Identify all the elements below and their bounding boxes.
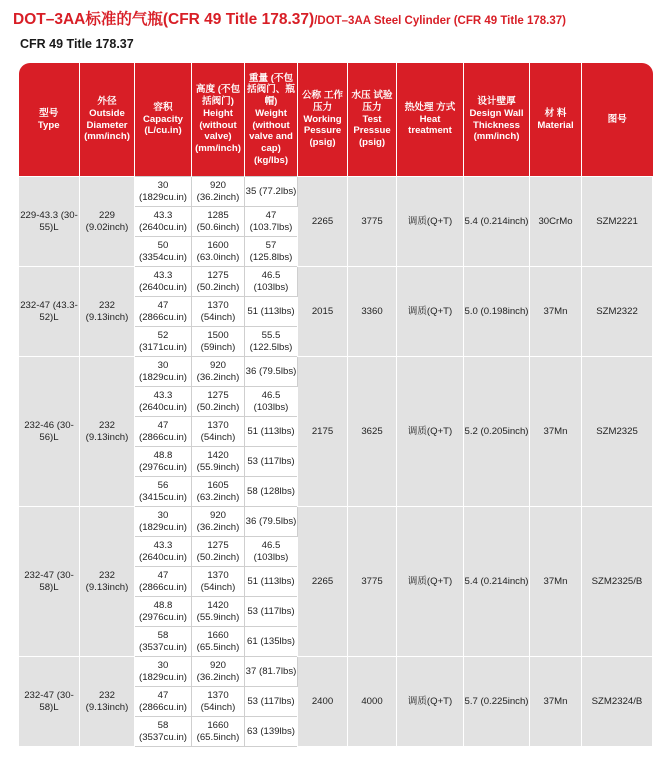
weight-cell: 61 (135lbs) <box>245 627 298 657</box>
capacity-cell: 48.8 (2976cu.in) <box>135 597 192 627</box>
column-header-cn: 型号 <box>39 107 59 119</box>
column-header-en: Working Pessure (psig) <box>303 113 342 149</box>
height-cell: 1285 (50.6inch) <box>192 207 245 237</box>
test-pressure-cell: 3360 <box>348 267 397 357</box>
capacity-cell: 58 (3537cu.in) <box>135 717 192 747</box>
working-pressure-cell: 2400 <box>298 657 348 747</box>
capacity-cell: 30 (1829cu.in) <box>135 357 192 387</box>
table-row <box>19 657 653 687</box>
drawing-number-cell: SZM2325 <box>582 357 653 507</box>
capacity-cell: 56 (3415cu.in) <box>135 477 192 507</box>
capacity-cell: 30 (1829cu.in) <box>135 177 192 207</box>
capacity-cell: 47 (2866cu.in) <box>135 567 192 597</box>
column-header <box>530 63 582 177</box>
weight-cell: 51 (113lbs) <box>245 417 298 447</box>
type-cell: 229-43.3 (30-55)L <box>19 177 80 267</box>
wall-thickness-cell: 5.4 (0.214inch) <box>464 177 530 267</box>
column-header <box>582 63 653 177</box>
table-row <box>19 507 653 537</box>
capacity-cell: 48.8 (2976cu.in) <box>135 447 192 477</box>
drawing-number-cell: SZM2221 <box>582 177 653 267</box>
column-header <box>298 63 348 177</box>
test-pressure-cell: 3775 <box>348 177 397 267</box>
column-header-en: Outside Diameter (mm/inch) <box>84 107 130 143</box>
capacity-cell: 43.3 (2640cu.in) <box>135 267 192 297</box>
weight-cell: 46.5 (103lbs) <box>245 387 298 417</box>
weight-cell: 53 (117lbs) <box>245 447 298 477</box>
type-cell: 232-46 (30-56)L <box>19 357 80 507</box>
heat-treatment-cell: 调质(Q+T) <box>397 357 464 507</box>
weight-cell: 46.5 (103lbs) <box>245 537 298 567</box>
weight-cell: 46.5 (103lbs) <box>245 267 298 297</box>
height-cell: 1370 (54inch) <box>192 687 245 717</box>
heat-treatment-cell: 调质(Q+T) <box>397 177 464 267</box>
weight-cell: 47 (103.7lbs) <box>245 207 298 237</box>
height-cell: 920 (36.2inch) <box>192 357 245 387</box>
material-cell: 37Mn <box>530 657 582 747</box>
capacity-cell: 43.3 (2640cu.in) <box>135 537 192 567</box>
capacity-cell: 43.3 (2640cu.in) <box>135 207 192 237</box>
height-cell: 920 (36.2inch) <box>192 177 245 207</box>
table-row <box>19 267 653 297</box>
weight-cell: 55.5 (122.5lbs) <box>245 327 298 357</box>
column-header-cn: 容积 <box>153 101 173 113</box>
height-cell: 1370 (54inch) <box>192 417 245 447</box>
drawing-number-cell: SZM2324/B <box>582 657 653 747</box>
column-header-en: Capacity (L/cu.in) <box>143 113 183 137</box>
height-cell: 1370 (54inch) <box>192 567 245 597</box>
capacity-cell: 47 (2866cu.in) <box>135 417 192 447</box>
column-header <box>135 63 192 177</box>
column-header-cn: 重量 (不包括阀门、瓶帽) <box>247 72 295 108</box>
column-header <box>80 63 135 177</box>
title-sub: /DOT–3AA Steel Cylinder (CFR 49 Title 178.37) <box>314 15 566 27</box>
type-cell: 232-47 (30-58)L <box>19 507 80 657</box>
capacity-cell: 30 (1829cu.in) <box>135 507 192 537</box>
column-header-cn: 公称 工作压力 <box>301 90 344 113</box>
height-cell: 1370 (54inch) <box>192 297 245 327</box>
capacity-cell: 30 (1829cu.in) <box>135 657 192 687</box>
weight-cell: 58 (128lbs) <box>245 477 298 507</box>
outside-diameter-cell: 229 (9.02inch) <box>80 177 135 267</box>
height-cell: 1275 (50.2inch) <box>192 387 245 417</box>
wall-thickness-cell: 5.4 (0.214inch) <box>464 507 530 657</box>
test-pressure-cell: 3775 <box>348 507 397 657</box>
height-cell: 1660 (65.5inch) <box>192 627 245 657</box>
heat-treatment-cell: 调质(Q+T) <box>397 507 464 657</box>
table-row <box>19 177 653 207</box>
drawing-number-cell: SZM2322 <box>582 267 653 357</box>
capacity-cell: 52 (3171cu.in) <box>135 327 192 357</box>
weight-cell: 57 (125.8lbs) <box>245 237 298 267</box>
capacity-cell: 43.3 (2640cu.in) <box>135 387 192 417</box>
column-header <box>464 63 530 177</box>
column-header-en: Test Pressue (psig) <box>353 113 391 149</box>
column-header <box>19 63 80 177</box>
working-pressure-cell: 2265 <box>298 507 348 657</box>
height-cell: 920 (36.2inch) <box>192 507 245 537</box>
wall-thickness-cell: 5.0 (0.198inch) <box>464 267 530 357</box>
outside-diameter-cell: 232 (9.13inch) <box>80 657 135 747</box>
height-cell: 1420 (55.9inch) <box>192 447 245 477</box>
height-cell: 1605 (63.2inch) <box>192 477 245 507</box>
working-pressure-cell: 2265 <box>298 177 348 267</box>
height-cell: 1500 (59inch) <box>192 327 245 357</box>
type-cell: 232-47 (30-58)L <box>19 657 80 747</box>
weight-cell: 35 (77.2lbs) <box>245 177 298 207</box>
table-header-row <box>19 63 653 177</box>
height-cell: 1275 (50.2inch) <box>192 267 245 297</box>
column-header-cn: 图号 <box>607 113 627 125</box>
type-cell: 232-47 (43.3-52)L <box>19 267 80 357</box>
working-pressure-cell: 2175 <box>298 357 348 507</box>
test-pressure-cell: 4000 <box>348 657 397 747</box>
weight-cell: 51 (113lbs) <box>245 297 298 327</box>
material-cell: 37Mn <box>530 357 582 507</box>
page-title <box>13 7 566 29</box>
material-cell: 37Mn <box>530 267 582 357</box>
column-header-en: Material <box>537 119 574 131</box>
weight-cell: 51 (113lbs) <box>245 567 298 597</box>
table-row <box>19 357 653 387</box>
capacity-cell: 50 (3354cu.in) <box>135 237 192 267</box>
heat-treatment-cell: 调质(Q+T) <box>397 267 464 357</box>
page-subtitle: CFR 49 Title 178.37 <box>20 37 134 51</box>
weight-cell: 53 (117lbs) <box>245 687 298 717</box>
column-header-cn: 设计壁厚 <box>477 96 516 108</box>
material-cell: 37Mn <box>530 507 582 657</box>
title-main: DOT–3AA标准的气瓶(CFR 49 Title 178.37) <box>13 11 315 28</box>
column-header <box>192 63 245 177</box>
height-cell: 1275 (50.2inch) <box>192 537 245 567</box>
cylinder-spec-table <box>18 63 653 747</box>
weight-cell: 63 (139lbs) <box>245 717 298 747</box>
outside-diameter-cell: 232 (9.13inch) <box>80 507 135 657</box>
column-header-en: Heat treatment <box>408 113 452 137</box>
column-header <box>245 63 298 177</box>
column-header-cn: 材 料 <box>544 107 567 119</box>
spec-table-container <box>18 63 652 747</box>
column-header-cn: 高度 (不包括阀门) <box>195 84 241 108</box>
height-cell: 920 (36.2inch) <box>192 657 245 687</box>
capacity-cell: 58 (3537cu.in) <box>135 627 192 657</box>
working-pressure-cell: 2015 <box>298 267 348 357</box>
wall-thickness-cell: 5.2 (0.205inch) <box>464 357 530 507</box>
column-header-en: Type <box>37 119 60 131</box>
outside-diameter-cell: 232 (9.13inch) <box>80 267 135 357</box>
column-header-en: Weight (without valve and cap) (kg/lbs) <box>249 107 293 166</box>
height-cell: 1420 (55.9inch) <box>192 597 245 627</box>
wall-thickness-cell: 5.7 (0.225inch) <box>464 657 530 747</box>
weight-cell: 36 (79.5lbs) <box>245 507 298 537</box>
material-cell: 30CrMo <box>530 177 582 267</box>
capacity-cell: 47 (2866cu.in) <box>135 297 192 327</box>
column-header-en: Design Wall Thickness (mm/inch) <box>469 107 524 143</box>
drawing-number-cell: SZM2325/B <box>582 507 653 657</box>
column-header-cn: 热处理 方式 <box>404 101 456 113</box>
column-header-cn: 水压 试验压力 <box>351 90 393 113</box>
column-header <box>348 63 397 177</box>
heat-treatment-cell: 调质(Q+T) <box>397 657 464 747</box>
outside-diameter-cell: 232 (9.13inch) <box>80 357 135 507</box>
column-header-en: Height (without valve) (mm/inch) <box>195 107 241 154</box>
height-cell: 1660 (65.5inch) <box>192 717 245 747</box>
height-cell: 1600 (63.0inch) <box>192 237 245 267</box>
weight-cell: 36 (79.5lbs) <box>245 357 298 387</box>
capacity-cell: 47 (2866cu.in) <box>135 687 192 717</box>
table-body <box>19 177 653 747</box>
column-header-cn: 外径 <box>97 96 117 108</box>
weight-cell: 37 (81.7lbs) <box>245 657 298 687</box>
weight-cell: 53 (117lbs) <box>245 597 298 627</box>
column-header <box>397 63 464 177</box>
test-pressure-cell: 3625 <box>348 357 397 507</box>
